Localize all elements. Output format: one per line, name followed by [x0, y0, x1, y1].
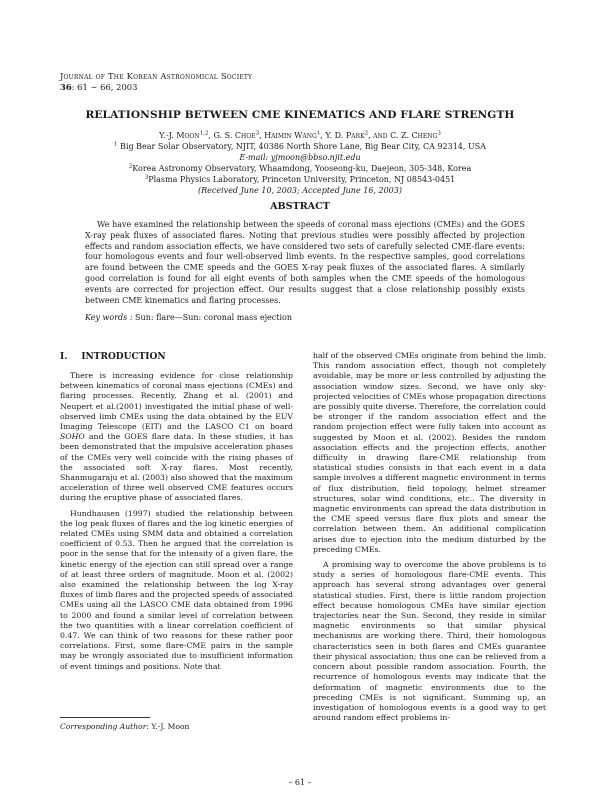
right-column [313, 351, 546, 728]
journal-volume: 36 [60, 82, 72, 92]
author-block [40, 130, 560, 196]
left-column [60, 351, 293, 677]
footnote [60, 722, 189, 731]
intro-paragraph-2: Hundhausen (1997) studied the relationship between the log peak fluxes of flares and the log kinetic energies of related CMEs using SMM data and obtained a correlation coefficient of 0.53. Then he argued that the correlation is poor in the sense that for the intensity of a given flare, the kinetic energy of the ejection can still spread over a range of at least three orders of magnitude. Moon et al. (2002) also examined the relationship between the log X-ray fluxes of limb flares and the projected speeds of associated CMEs using all the LASCO CME data obtained from 1996 to 2000 and found a similar level of correlation between the two quantities with a linear correlation coefficient of 0.47. We can think of two reasons for these rather poor correlations. First, some flare-CME pairs in the sample may be wrongly associated due to insufficient information of event timings and positions. Note that [60, 508, 293, 671]
journal-name: Journal of The Korean Astronomical Society [60, 71, 253, 81]
journal-volume-line [60, 82, 252, 93]
footnote-label: Corresponding Author [60, 722, 147, 731]
keywords [85, 313, 525, 322]
author-names: Y.-J. Moon$^{1,2}$, G. S. Choe$^3$, Haimin Wang$^1$, Y. D. Park$^2$, and C. Z. Cheng$^3$ [159, 130, 441, 140]
affiliation-1: $^1$ Big Bear Solar Observatory, NJIT, 40386 North Shore Lane, Big Bear City, CA 92314, USA [114, 141, 486, 151]
received-dates: (Received June 10, 2003; Accepted June 16, 2003) [198, 186, 402, 195]
intro-paragraph-1: There is increasing evidence for close relationship between kinematics of coronal mass ejections (CMEs) and flaring processes. Recently, Zhang et al. (2001) and Neupert et al.(2001) investigated the initial phase of well-observed limb CMEs using the data obtained by the EUV Imaging Telescope (EIT) and the LASCO C1 on board SOHO and the GOES flare data. In these studies, it has been demonstrated that the impulsive acceleration phases of the CMEs very well coincide with the rising phases of the associated soft X-ray flares. Most recently, Shanmugaraju et al. (2003) also showed that the maximum acceleration of three well observed CME features occurs during the eruptive phase of associated flares. [60, 371, 293, 503]
keywords-text: Sun: flare—Sun: coronal mass ejection [132, 313, 293, 322]
footnote-text: : Y.-J. Moon [146, 722, 190, 731]
paper-title: RELATIONSHIP BETWEEN CME KINEMATICS AND FLARE STRENGTH [85, 109, 515, 121]
footnote-rule [60, 717, 150, 718]
affiliation-3: $^3$Plasma Physics Laboratory, Princeton University, Princeton, NJ 08543-0451 [144, 174, 456, 184]
abstract-heading: ABSTRACT [270, 201, 330, 212]
section-heading: I. INTRODUCTION [60, 352, 166, 362]
journal-pages: : 61 ∼ 66, 2003 [71, 82, 138, 92]
keywords-label: Key words : [85, 313, 133, 322]
intro-paragraph-3: half of the observed CMEs originate from behind the limb. This random association effect, though not completely avoidable, may be more or less controlled by adjusting the association window sizes. Second, we have only sky-projected velocities of CMEs whose propagation directions are possibly quite diverse. Therefore, the correlation could be stronger if the random association effect and the random projection effect were fully taken into account as suggested by Moon et al. (2002). Besides the random association effects and the projection effects, another difficulty in drawing flare-CME relationship from statistical studies consists in that each event in a data sample involves a different magnetic environment in terms of flux distribution, field topology, helmet streamer structures, solar wind conditions, etc.. The diversity in magnetic environments can spread the data distribution in the CME speed versus flare flux plots and smear the correlation between them. An additional complication arises due to ejection into the medium disturbed by the preceding CMEs. [313, 351, 546, 554]
page-number: – 61 – [288, 778, 312, 787]
author-email: E-mail: yjmoon@bbso.njit.edu [239, 153, 361, 162]
abstract-text: We have examined the relationship between the speeds of coronal mass ejections (CMEs) and the GOES X-ray peak fluxes of associated flares. Noting that previous studies were possibly affected by projection effects and random association effects, we have considered two sets of carefully selected CME-flare events: four homologous events and four well-observed limb events. In the respective samples, good correlations are found between the CME speeds and the GOES X-ray peak fluxes of the associated flares. A similarly good correlation is found for all eight events of both samples when the CME speeds of the homologous events are corrected for projection effect. Our results suggest that a close relationship possibly exists between CME kinematics and flaring processes. [85, 220, 525, 305]
journal-header [60, 71, 252, 93]
affiliation-2: $^2$Korea Astronomy Observatory, Whaamdong, Yooseong-ku, Daejeon, 305-348, Korea [128, 163, 472, 173]
intro-paragraph-4: A promising way to overcome the above problems is to study a series of homologous flare-CME events. This approach has several strong advantages over general statistical studies. First, there is little random projection effect because homologous CMEs have similar ejection trajectories near the Sun. Second, they reside in similar magnetic environments so that similar physical mechanisms are working there. Third, their homologous characteristics seen in both flares and CMEs guarantee their physical association; thus one can be relieved from a concern about possible random association. Fourth, the recurrence of homologous events may indicate that the deformation of magnetic environments due to the preceding CMEs is not significant. Summing up, an investigation of homologous events is a good way to get around random effect problems in- [313, 560, 546, 723]
